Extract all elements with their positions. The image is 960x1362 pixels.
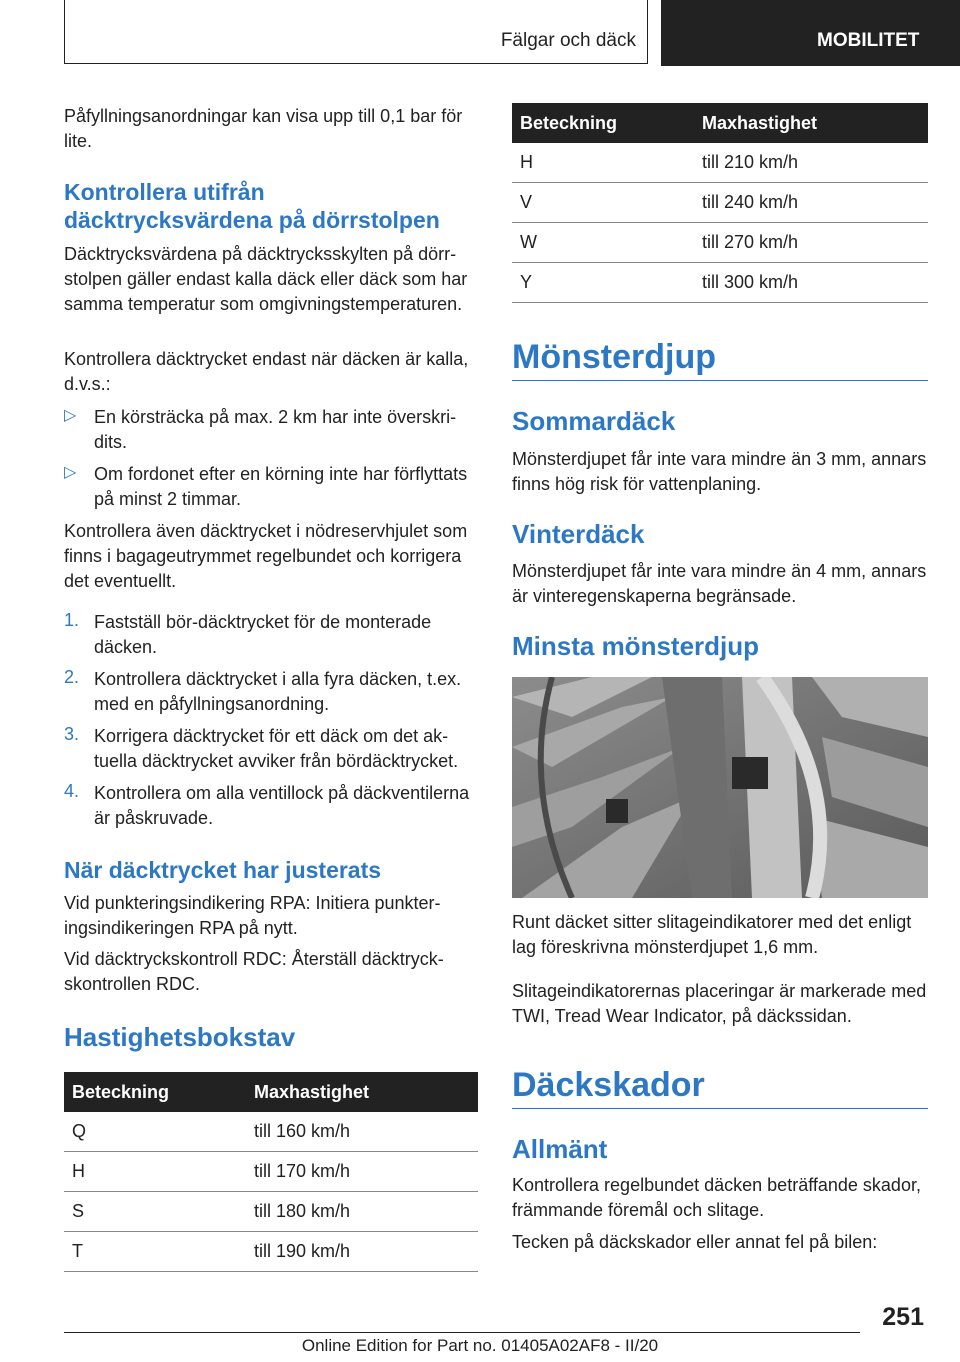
footer-rule	[64, 1332, 860, 1333]
paragraph-rdc: Vid däcktryckskontroll RDC: Återställ däcktryckskontrollen RDC.	[64, 949, 444, 994]
paragraph-check-cold: Kontrollera däcktrycket endast när däcken är kalla, d.v.s.:	[64, 349, 469, 394]
header-max-speed: Maxhastighet	[254, 1081, 370, 1102]
heading-summer-tires: Sommardäck	[512, 406, 676, 436]
step-number: 4.	[64, 781, 80, 801]
cell-max-speed: till 190 km/h	[254, 1241, 351, 1261]
speed-table-left	[64, 1072, 478, 1272]
tread-wear-indicator-photo	[512, 677, 928, 898]
header-designation: Beteckning	[520, 112, 618, 133]
heading-after-adjust: När däcktrycket har justerats	[64, 857, 382, 883]
cell-designation: Y	[520, 272, 533, 292]
heading-underline	[512, 380, 928, 381]
heading-winter-tires: Vinterdäck	[512, 519, 645, 549]
header-section-title: Fälgar och däck	[500, 30, 636, 51]
step-text: Fastställ bör-däcktrycket för de monterade däcken.	[94, 612, 432, 657]
triangle-bullet-icon: ▷	[64, 464, 77, 481]
bullet-text: En körsträcka på max. 2 km har inte överskridits.	[94, 407, 457, 452]
cell-designation: H	[72, 1161, 85, 1181]
paragraph-rpa: Vid punkteringsindikering RPA: Initiera punkteringsindikeringen RPA på nytt.	[64, 893, 441, 938]
table-header	[64, 1072, 478, 1112]
bullet-item	[64, 405, 478, 455]
cell-designation: W	[520, 232, 537, 252]
paragraph-winter-tires: Mönsterdjupet får inte vara mindre än 4 mm, annars är vinteregenskaperna begränsade.	[512, 561, 927, 606]
cell-max-speed: till 210 km/h	[702, 152, 799, 172]
cell-max-speed: till 160 km/h	[254, 1121, 351, 1141]
table-row	[512, 223, 928, 263]
step-text: Kontrollera däcktrycket i alla fyra däcken, t.ex. med en påfyllningsanordning.	[94, 669, 462, 714]
table-row	[512, 263, 928, 303]
table-row	[512, 183, 928, 223]
heading-general: Allmänt	[512, 1134, 608, 1164]
bullet-item	[64, 462, 478, 512]
heading-check-door-pillar-2: däcktrycksvärdena på dörrstolpen	[64, 207, 440, 233]
step-item	[64, 610, 478, 660]
header-designation: Beteckning	[72, 1081, 170, 1102]
paragraph-check-regularly: Kontrollera regelbundet däcken beträffande skador, främmande föremål och slitage.	[512, 1175, 921, 1220]
paragraph-twi: Slitageindikatorernas placeringar är markerade med TWI, Tread Wear Indicator, på däckssidan.	[512, 981, 927, 1026]
table-header	[512, 103, 928, 143]
step-item	[64, 667, 478, 717]
heading-min-tread-depth: Minsta mönsterdjup	[512, 631, 760, 661]
table-row	[64, 1192, 478, 1232]
cell-max-speed: till 180 km/h	[254, 1201, 351, 1221]
cell-designation: H	[520, 152, 533, 172]
cell-max-speed: till 270 km/h	[702, 232, 799, 252]
cell-max-speed: till 300 km/h	[702, 272, 799, 292]
header-chapter-tab: MOBILITET	[661, 0, 960, 66]
step-item	[64, 724, 478, 774]
cell-designation: T	[72, 1241, 83, 1261]
step-text: Kontrollera om alla ventillock på däckventilerna är påskruvade.	[94, 783, 470, 828]
heading-underline	[512, 1108, 928, 1109]
paragraph-wear-indicators: Runt däcket sitter slitageindikatorer med det enligt lag föreskrivna mönsterdjupet 1,6 mm.	[512, 912, 912, 957]
paragraph-damage-signs: Tecken på däckskador eller annat fel på bilen:	[512, 1232, 878, 1252]
paragraph-summer-tires: Mönsterdjupet får inte vara mindre än 3 mm, annars finns hög risk för vattenplaning.	[512, 449, 927, 494]
cell-max-speed: till 170 km/h	[254, 1161, 351, 1181]
heading-tread-depth: Mönsterdjup	[512, 338, 716, 376]
cell-designation: S	[72, 1201, 85, 1221]
heading-tire-damage: Däckskador	[512, 1066, 705, 1104]
triangle-bullet-icon: ▷	[64, 407, 77, 424]
header-max-speed: Maxhastighet	[702, 112, 818, 133]
heading-check-door-pillar-1: Kontrollera utifrån	[64, 179, 265, 205]
paragraph-spare-wheel: Kontrollera även däcktrycket i nödreservhjulet som finns i bagageutrymmet regelbundet och korrigera det eventuellt.	[64, 521, 468, 591]
table-row	[64, 1152, 478, 1192]
footer-edition: Online Edition for Part no. 01405A02AF8 - II/20	[301, 1336, 659, 1355]
page-number: 251	[882, 1303, 924, 1331]
bullet-text: Om fordonet efter en körning inte har förflyttats på minst 2 timmar.	[94, 464, 468, 509]
step-number: 2.	[64, 667, 80, 687]
heading-speed-letter: Hastighetsbokstav	[64, 1022, 296, 1052]
step-item	[64, 781, 478, 831]
cell-max-speed: till 240 km/h	[702, 192, 799, 212]
paragraph-fill-device: Påfyllningsanordningar kan visa upp till 0,1 bar för lite.	[64, 106, 463, 151]
step-text: Korrigera däcktrycket för ett däck om det aktuella däcktrycket avviker från bördäcktrycket.	[94, 726, 459, 771]
speed-table-right	[512, 103, 928, 303]
step-number: 1.	[64, 610, 80, 630]
step-number: 3.	[64, 724, 80, 744]
paragraph-door-pillar-values: Däcktrycksvärdena på däcktrycksskylten på dörrstolpen gäller endast kalla däck eller däck som har samma temperatur som omgivningstemperaturen.	[64, 244, 468, 314]
table-row	[512, 143, 928, 183]
table-row	[64, 1232, 478, 1272]
cell-designation: V	[520, 192, 533, 212]
table-row	[64, 1112, 478, 1152]
cell-designation: Q	[72, 1121, 87, 1141]
